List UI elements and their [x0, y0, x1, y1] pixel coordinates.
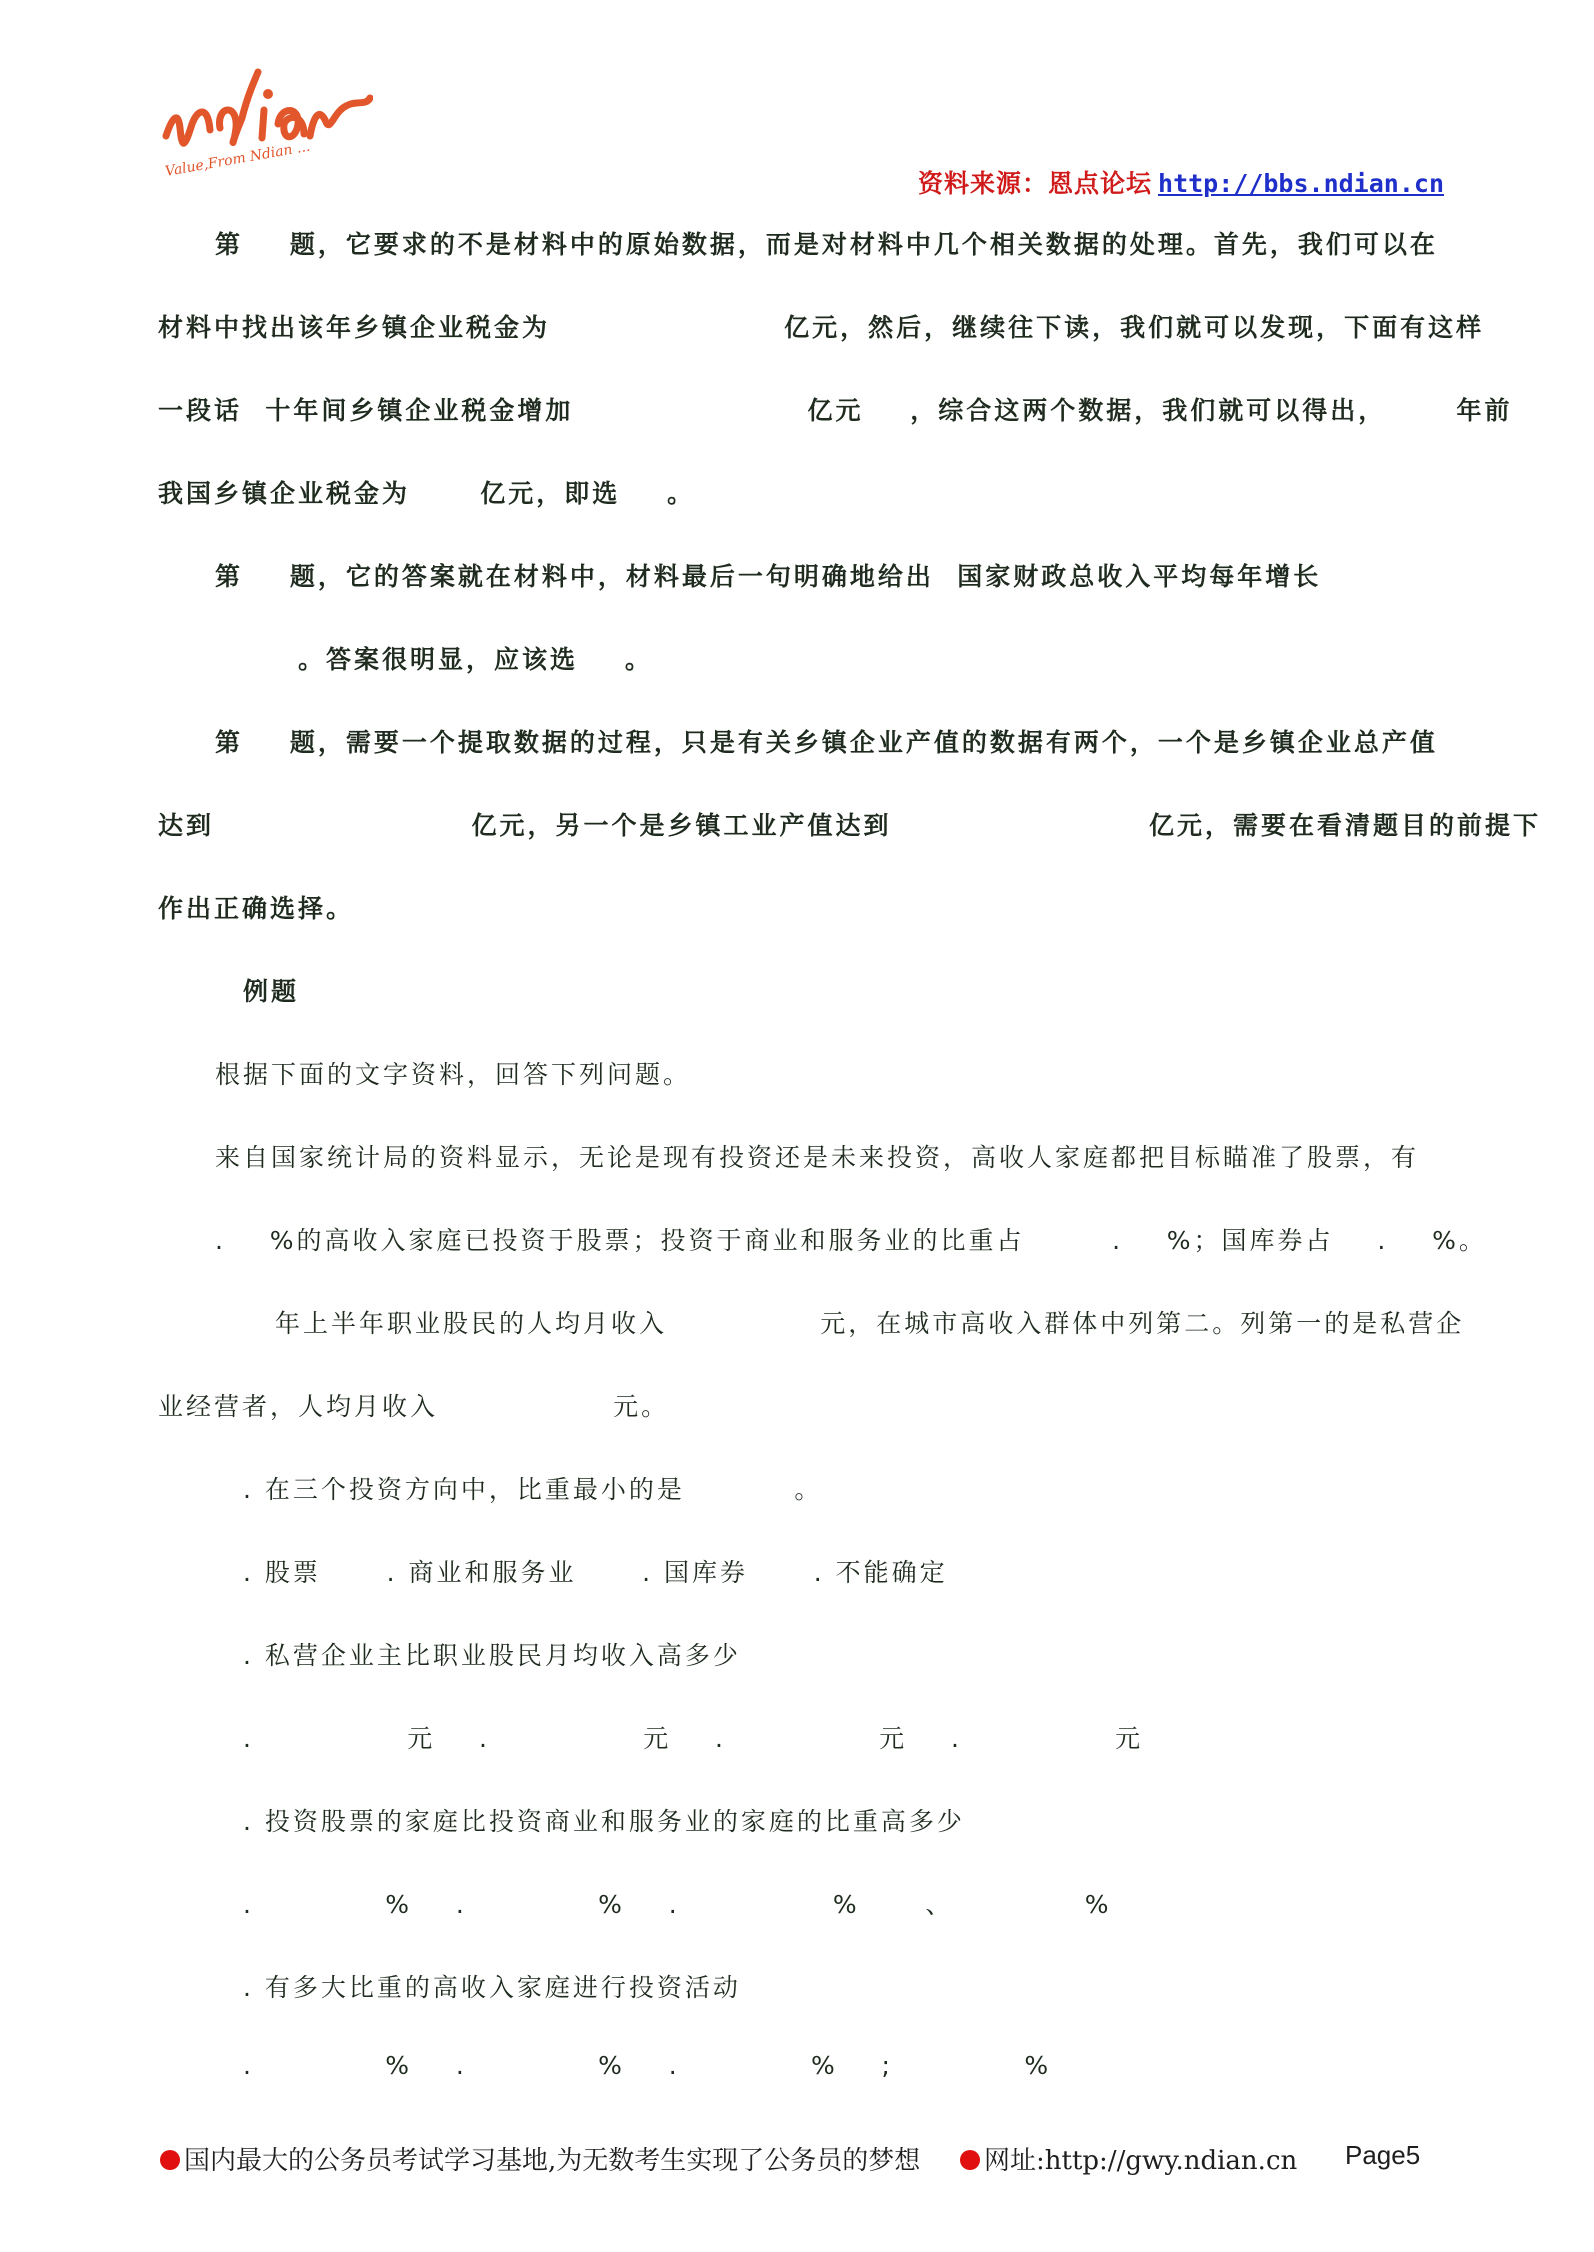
paragraph2-line2: 。答案很明显，应该选 。 — [298, 645, 653, 674]
question1-options: . 股票 . 商业和服务业 . 国库券 . 不能确定 — [243, 1558, 948, 1587]
example-material-line3: 年上半年职业股民的人均月收入 元，在城市高收入群体中列第二。列第一的是私营企 — [275, 1309, 1465, 1338]
red-bullet-icon — [960, 2150, 980, 2170]
ndian-logo-mark — [158, 58, 373, 188]
footer-site-group — [960, 2140, 1297, 2177]
paragraph3-line1: 第 题，需要一个提取数据的过程，只是有关乡镇企业产值的数据有两个，一个是乡镇企业总产值 — [215, 728, 1438, 757]
question3-options: . % . % . % 、 % — [243, 1890, 1112, 1919]
example-material-line1: 来自国家统计局的资料显示，无论是现有投资还是未来投资，高收人家庭都把目标瞄准了股票，有 — [215, 1143, 1420, 1172]
paragraph3-line3: 作出正确选择。 — [158, 894, 355, 923]
paragraph2-line1: 第 题，它的答案就在材料中，材料最后一句明确地给出 国家财政总收入平均每年增长 — [215, 562, 1322, 591]
example-material-line2: . %的高收入家庭已投资于股票；投资于商业和服务业的比重占 . %；国库券占 . %。 — [215, 1226, 1487, 1255]
question1-stem: . 在三个投资方向中，比重最小的是 。 — [243, 1475, 823, 1504]
source-link[interactable]: http://bbs.ndian.cn — [1158, 169, 1444, 198]
page-footer — [160, 2140, 1460, 2177]
question2-options: . 元 . 元 . 元 . 元 — [243, 1724, 1144, 1753]
question4-stem: . 有多大比重的高收入家庭进行投资活动 — [243, 1973, 741, 2002]
example-heading: 例题 — [243, 977, 300, 1006]
example-intro: 根据下面的文字资料，回答下列问题。 — [215, 1060, 692, 1089]
footer-slogan: 国内最大的公务员考试学习基地,为无数考生实现了公务员的梦想 — [184, 2146, 921, 2176]
page-number: Page5 — [1345, 2140, 1421, 2170]
source-label: 资料来源：恩点论坛 — [918, 169, 1153, 198]
ndian-logo — [158, 58, 373, 188]
paragraph1-line2: 材料中找出该年乡镇企业税金为 亿元，然后，继续往下读，我们就可以发现，下面有这样 — [158, 313, 1485, 342]
footer-slogan-group — [160, 2146, 920, 2176]
logo-tagline: Value,From Ndian ... — [163, 138, 312, 180]
footer-site-link[interactable]: 网址:http://gwy.ndian.cn — [984, 2146, 1298, 2176]
source-line — [918, 164, 1444, 200]
paragraph3-line2: 达到 亿元，另一个是乡镇工业产值达到 亿元，需要在看清题目的前提下 — [158, 811, 1541, 840]
question3-stem: . 投资股票的家庭比投资商业和服务业的家庭的比重高多少 — [243, 1807, 965, 1836]
red-bullet-icon — [160, 2150, 180, 2170]
paragraph1-line4: 我国乡镇企业税金为 亿元，即选 。 — [158, 479, 696, 508]
paragraph1-line1: 第 题，它要求的不是材料中的原始数据，而是对材料中几个相关数据的处理。首先，我们可以在 — [215, 230, 1438, 259]
paragraph1-line3: 一段话 十年间乡镇企业税金增加 亿元 ，综合这两个数据，我们就可以得出， 年前 — [158, 396, 1513, 425]
example-material-line4: 业经营者，人均月收入 元。 — [158, 1392, 670, 1421]
question4-options: . % . % . % ; % — [243, 2051, 1052, 2080]
question2-stem: . 私营企业主比职业股民月均收入高多少 — [243, 1641, 741, 1670]
